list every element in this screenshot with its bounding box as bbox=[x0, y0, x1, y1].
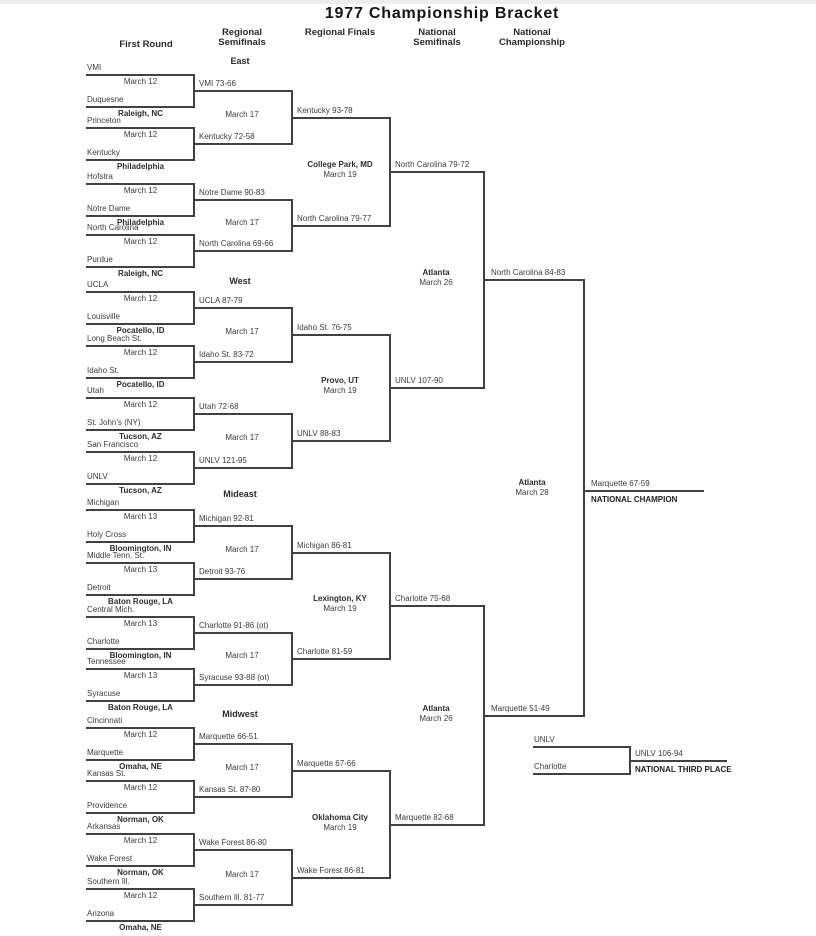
game-date: March 13 bbox=[123, 671, 158, 680]
game-date: March 13 bbox=[123, 619, 158, 628]
bracket-line bbox=[193, 307, 291, 309]
game-site: Provo, UT bbox=[321, 376, 359, 385]
team-name: Michigan bbox=[87, 498, 120, 507]
region-label-mideast: Mideast bbox=[223, 489, 257, 499]
bracket-line bbox=[291, 552, 389, 554]
winner-score: Charlotte 81-59 bbox=[297, 647, 353, 656]
bracket-line bbox=[86, 215, 195, 217]
winner-score: Wake Forest 86-80 bbox=[199, 838, 267, 847]
winner-score: North Carolina 84-83 bbox=[491, 268, 566, 277]
team-name: Providence bbox=[87, 801, 128, 810]
team-name: Syracuse bbox=[87, 689, 121, 698]
bracket-line bbox=[86, 594, 195, 596]
game-site: Baton Rouge, LA bbox=[108, 703, 173, 712]
winner-score: Kentucky 72-58 bbox=[199, 132, 255, 141]
team-name: VMI bbox=[87, 63, 102, 72]
team-name: Duquesne bbox=[87, 95, 124, 104]
game-date: March 12 bbox=[123, 836, 158, 845]
team-name: Long Beach St. bbox=[87, 334, 142, 343]
bracket-line bbox=[86, 106, 195, 108]
team-name: Tennessee bbox=[87, 657, 126, 666]
game-site: Baton Rouge, LA bbox=[108, 597, 173, 606]
winner-score: North Carolina 79-72 bbox=[395, 160, 470, 169]
game-date: March 17 bbox=[225, 218, 259, 227]
team-name: Charlotte bbox=[534, 762, 567, 771]
bracket-line bbox=[86, 668, 195, 670]
bracket-line bbox=[389, 387, 483, 389]
bracket-line bbox=[86, 397, 195, 399]
bracket-line bbox=[291, 770, 389, 772]
game-site: Philadelphia bbox=[116, 162, 165, 171]
bracket-line bbox=[193, 250, 291, 252]
winner-score: North Carolina 79-77 bbox=[297, 214, 372, 223]
winner-score: VMI 73-66 bbox=[199, 79, 236, 88]
bracket-line bbox=[193, 361, 291, 363]
game-site: Norman, OK bbox=[117, 868, 164, 877]
team-name: UCLA bbox=[87, 280, 109, 289]
winner-score: UNLV 121-95 bbox=[199, 456, 247, 465]
bracket-line bbox=[483, 279, 583, 281]
team-name: Utah bbox=[87, 386, 104, 395]
game-date: March 17 bbox=[225, 763, 259, 772]
bracket-line bbox=[86, 183, 195, 185]
bracket-line bbox=[86, 759, 195, 761]
team-name: Princeton bbox=[87, 116, 121, 125]
game-site: Bloomington, IN bbox=[109, 544, 172, 553]
game-site: Omaha, NE bbox=[119, 923, 162, 932]
bracket-line bbox=[86, 812, 195, 814]
bracket-line bbox=[389, 605, 483, 607]
bracket-line bbox=[86, 323, 195, 325]
winner-score: UCLA 87-79 bbox=[199, 296, 243, 305]
game-date: March 26 bbox=[419, 278, 453, 287]
bracket-line bbox=[193, 743, 291, 745]
game-date: March 12 bbox=[123, 186, 158, 195]
winner-score: Kentucky 93-78 bbox=[297, 106, 353, 115]
bracket-line bbox=[583, 279, 585, 717]
game-date: March 13 bbox=[123, 512, 158, 521]
bracket-line bbox=[193, 632, 291, 634]
winner-score: Marquette 67-66 bbox=[297, 759, 356, 768]
game-date: March 19 bbox=[323, 823, 357, 832]
winner-score: UNLV 88-83 bbox=[297, 429, 341, 438]
winner-score: North Carolina 69-66 bbox=[199, 239, 274, 248]
game-date: March 19 bbox=[323, 386, 357, 395]
bracket-line bbox=[86, 727, 195, 729]
bracket-line bbox=[86, 509, 195, 511]
game-site: Oklahoma City bbox=[311, 813, 369, 822]
game-site: Omaha, NE bbox=[119, 762, 162, 771]
team-name: Southern Ill. bbox=[87, 877, 130, 886]
bracket-line bbox=[291, 658, 389, 660]
bracket-line bbox=[291, 877, 389, 879]
winner-score: Marquette 82-68 bbox=[395, 813, 454, 822]
team-name: San Francisco bbox=[87, 440, 139, 449]
game-date: March 12 bbox=[123, 783, 158, 792]
game-date: March 17 bbox=[225, 870, 259, 879]
bracket-line bbox=[193, 684, 291, 686]
bracket-line bbox=[86, 616, 195, 618]
game-date: March 17 bbox=[225, 651, 259, 660]
game-date: March 19 bbox=[323, 170, 357, 179]
bracket-line bbox=[86, 159, 195, 161]
column-header-national-semifinals: National Semifinals bbox=[413, 27, 461, 48]
game-date: March 12 bbox=[123, 454, 158, 463]
region-label-west: West bbox=[229, 276, 251, 286]
game-date: March 12 bbox=[123, 891, 158, 900]
bracket-line bbox=[291, 225, 389, 227]
team-name: Kentucky bbox=[87, 148, 120, 157]
bracket-line bbox=[193, 578, 291, 580]
bracket-line bbox=[86, 865, 195, 867]
bracket-line bbox=[86, 377, 195, 379]
game-site: Atlanta bbox=[422, 704, 450, 713]
bracket-line bbox=[291, 440, 389, 442]
team-name: Louisville bbox=[87, 312, 120, 321]
bracket-line bbox=[86, 451, 195, 453]
game-site: Lexington, KY bbox=[313, 594, 367, 603]
bracket-line bbox=[86, 266, 195, 268]
bracket-line bbox=[193, 413, 291, 415]
winner-score: Michigan 92-81 bbox=[199, 514, 254, 523]
region-label-midwest: Midwest bbox=[222, 709, 258, 719]
bracket-line bbox=[389, 171, 483, 173]
team-name: Purdue bbox=[87, 255, 113, 264]
bracket-line bbox=[86, 127, 195, 129]
bracket-line bbox=[86, 291, 195, 293]
bracket-line bbox=[86, 888, 195, 890]
bracket-line bbox=[193, 199, 291, 201]
winner-score: Idaho St. 83-72 bbox=[199, 350, 254, 359]
game-date: March 12 bbox=[123, 400, 158, 409]
column-header-national-championship: National Championship bbox=[499, 27, 565, 48]
national-champion-label: NATIONAL CHAMPION bbox=[591, 495, 678, 504]
winner-score: Marquette 51-49 bbox=[491, 704, 550, 713]
winner-score: Marquette 66-51 bbox=[199, 732, 258, 741]
winner-score: Wake Forest 86-81 bbox=[297, 866, 365, 875]
game-site: Tucson, AZ bbox=[119, 432, 162, 441]
game-site: Norman, OK bbox=[117, 815, 164, 824]
winner-score: Detroit 93-76 bbox=[199, 567, 246, 576]
bracket-line bbox=[86, 429, 195, 431]
winner-score: Southern Ill. 81-77 bbox=[199, 893, 265, 902]
team-name: Idaho St. bbox=[87, 366, 120, 375]
game-site: Bloomington, IN bbox=[109, 651, 172, 660]
game-date: March 17 bbox=[225, 327, 259, 336]
column-header-regional-finals: Regional Finals bbox=[304, 27, 376, 38]
team-name: Wake Forest bbox=[87, 854, 133, 863]
bracket-line bbox=[86, 234, 195, 236]
game-site: Raleigh, NC bbox=[118, 109, 163, 118]
team-name: UNLV bbox=[87, 472, 108, 481]
bracket-line bbox=[193, 796, 291, 798]
bracket-line bbox=[291, 334, 389, 336]
game-date: March 17 bbox=[225, 545, 259, 554]
game-date: March 26 bbox=[419, 714, 453, 723]
team-name: Marquette bbox=[87, 748, 124, 757]
winner-score: Syracuse 93-88 (ot) bbox=[199, 673, 270, 682]
winner-score: Notre Dame 90-83 bbox=[199, 188, 265, 197]
game-site: College Park, MD bbox=[307, 160, 373, 169]
team-name: Arizona bbox=[87, 909, 115, 918]
game-date: March 12 bbox=[123, 730, 158, 739]
team-name: Detroit bbox=[87, 583, 111, 592]
winner-score: Marquette 67-59 bbox=[591, 479, 650, 488]
bracket-line bbox=[389, 824, 483, 826]
game-site: Tucson, AZ bbox=[119, 486, 162, 495]
bracket-title: 1977 Championship Bracket bbox=[324, 5, 560, 22]
game-site: Raleigh, NC bbox=[118, 269, 163, 278]
winner-score: Charlotte 91-86 (ot) bbox=[199, 621, 269, 630]
national-third-place-label: NATIONAL THIRD PLACE bbox=[635, 765, 732, 774]
winner-score: Idaho St. 76-75 bbox=[297, 323, 352, 332]
bracket-line bbox=[86, 920, 195, 922]
game-site: Pocatello, ID bbox=[116, 380, 165, 389]
game-date: March 17 bbox=[225, 433, 259, 442]
column-header-first-round: First Round bbox=[119, 39, 173, 50]
bracket-line bbox=[629, 760, 727, 762]
bracket-line bbox=[86, 833, 195, 835]
game-date: March 17 bbox=[225, 110, 259, 119]
team-name: Arkansas bbox=[87, 822, 121, 831]
game-date: March 12 bbox=[123, 348, 158, 357]
bracket-line bbox=[193, 90, 291, 92]
team-name: Cincinnati bbox=[87, 716, 123, 725]
game-date: March 12 bbox=[123, 237, 158, 246]
game-date: March 28 bbox=[515, 488, 549, 497]
game-date: March 12 bbox=[123, 130, 158, 139]
team-name: St. John's (NY) bbox=[87, 418, 141, 427]
team-name: Notre Dame bbox=[87, 204, 131, 213]
bracket-line bbox=[193, 525, 291, 527]
bracket-line bbox=[483, 715, 583, 717]
team-name: Kansas St. bbox=[87, 769, 126, 778]
column-header-regional-semifinals: Regional Semifinals bbox=[218, 27, 266, 48]
bracket-line bbox=[533, 773, 631, 775]
bracket-line bbox=[533, 746, 631, 748]
bracket-line bbox=[86, 483, 195, 485]
winner-score: UNLV 106-94 bbox=[635, 749, 683, 758]
team-name: Charlotte bbox=[87, 637, 120, 646]
bracket-line bbox=[86, 345, 195, 347]
scan-artifact-bar bbox=[0, 0, 816, 4]
game-site: Pocatello, ID bbox=[116, 326, 165, 335]
bracket-line bbox=[193, 849, 291, 851]
team-name: UNLV bbox=[534, 735, 555, 744]
game-date: March 12 bbox=[123, 294, 158, 303]
game-site: Atlanta bbox=[422, 268, 450, 277]
team-name: Hofstra bbox=[87, 172, 113, 181]
team-name: Holy Cross bbox=[87, 530, 127, 539]
bracket-line bbox=[583, 490, 704, 492]
bracket-line bbox=[86, 700, 195, 702]
game-date: March 13 bbox=[123, 565, 158, 574]
game-site: Philadelphia bbox=[116, 218, 165, 227]
game-site: Atlanta bbox=[518, 478, 546, 487]
winner-score: Kansas St. 87-80 bbox=[199, 785, 261, 794]
bracket-line bbox=[86, 648, 195, 650]
winner-score: Michigan 86-81 bbox=[297, 541, 352, 550]
team-name: Middle Tenn. St. bbox=[87, 551, 145, 560]
bracket-line bbox=[86, 541, 195, 543]
winner-score: Charlotte 75-68 bbox=[395, 594, 451, 603]
region-label-east: East bbox=[230, 56, 250, 66]
bracket-line bbox=[291, 117, 389, 119]
bracket-line bbox=[193, 467, 291, 469]
team-name: North Carolina bbox=[87, 223, 139, 232]
winner-score: Utah 72-68 bbox=[199, 402, 239, 411]
bracket-line bbox=[86, 562, 195, 564]
team-name: Central Mich. bbox=[87, 605, 135, 614]
winner-score: UNLV 107-90 bbox=[395, 376, 443, 385]
bracket-line bbox=[193, 143, 291, 145]
bracket-line bbox=[193, 904, 291, 906]
bracket-line bbox=[86, 780, 195, 782]
bracket-line bbox=[86, 74, 195, 76]
game-date: March 12 bbox=[123, 77, 158, 86]
game-date: March 19 bbox=[323, 604, 357, 613]
